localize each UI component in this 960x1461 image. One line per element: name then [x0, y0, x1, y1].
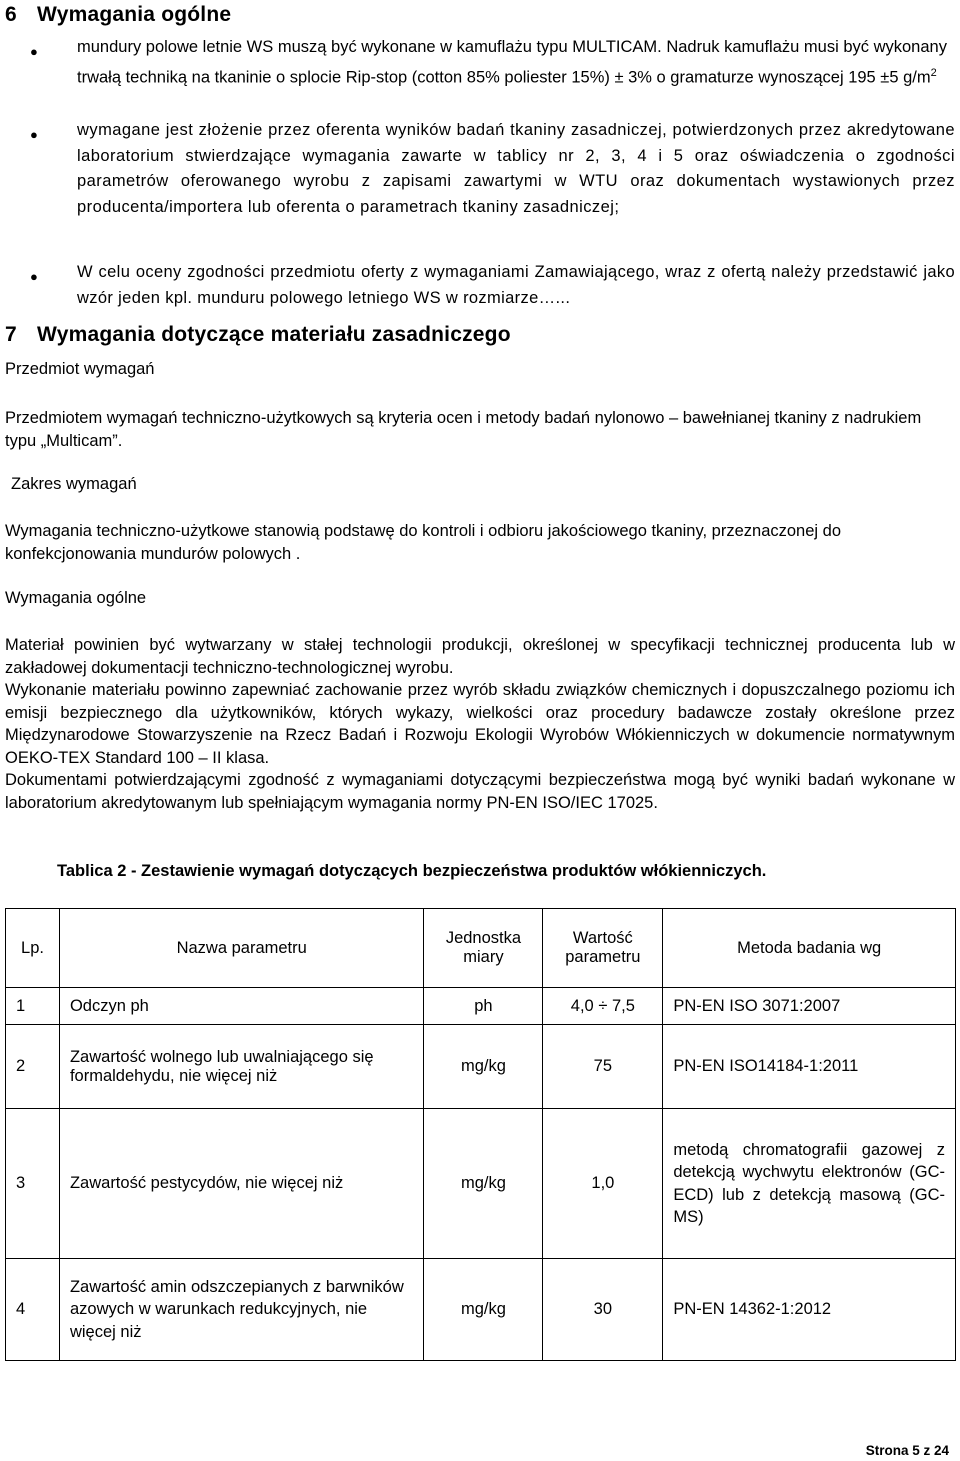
section-number: 7: [5, 323, 17, 346]
table-cell: 4: [6, 1259, 60, 1361]
bullet-item-1: mundury polowe letnie WS muszą być wykonane w kamuflażu typu MULTICAM. Nadruk kamuflażu musi być wykonany trwałą techniką na tkaninie o splocie Rip-stop (cotton 85% poliester 15%) ± 3% o gramaturze wynoszącej 195 ±5 $g/m^2$: [77, 38, 947, 86]
bullet-icon: ●: [30, 44, 38, 59]
table-cell: Zawartość wolnego lub uwalniającego się formaldehydu, nie więcej niż: [59, 1025, 423, 1109]
table-row: [6, 988, 956, 1025]
bullet-icon: ●: [30, 269, 38, 284]
table-cell: mg/kg: [424, 1025, 543, 1109]
table-cell: 2: [6, 1025, 60, 1109]
scope-heading: Zakres wymagań: [11, 475, 137, 493]
page-number: Strona 5 z 24: [865, 1443, 949, 1458]
header-cell: Lp.: [6, 909, 60, 988]
general-paragraph-2: Wykonanie materiału powinno zapewniać zachowanie przez wyrób składu związków chemicznych i dopuszczalnego poziomu ich emisji bezpiecznego dla użytkowników, których wykazy, wielkości oraz procedury badawcze zostały określone przez Międzynarodowe Stowarzyszenie na Rzecz Badań i Rozwoju Ekologii Wyrobów Włókienniczych w dokumencie normatywnym OEKO-TEX Standard 100 – II klasa.: [5, 681, 955, 767]
header-cell: Wartość parametru: [543, 909, 663, 988]
general-paragraph-3: Dokumentami potwierdzającymi zgodność z wymaganiami dotyczącymi bezpieczeństwa mogą być wyniki badań wykonane w laboratorium akredytowanym lub spełniającym wymagania normy PN-EN ISO/IEC 17025.: [5, 771, 955, 812]
section-title: Wymagania dotyczące materiału zasadniczego: [37, 323, 511, 346]
header-cell: Nazwa parametru: [59, 909, 423, 988]
table-cell: PN-EN ISO14184-1:2011: [663, 1025, 956, 1109]
table-caption: Tablica 2 - Zestawienie wymagań dotyczących bezpieczeństwa produktów włókienniczych.: [57, 862, 767, 880]
table-cell: metodą chromatografii gazowej z detekcją wychwytu elektronów (GC-ECD) lub z detekcją masową (GC-MS): [663, 1109, 956, 1259]
table-row: [6, 1109, 956, 1259]
subject-paragraph: Przedmiotem wymagań techniczno-użytkowych są kryteria ocen i metody badań nylonowo – bawełnianej tkaniny z nadrukiem typu „Multicam”.: [5, 409, 922, 450]
section-title: Wymagania ogólne: [37, 3, 232, 26]
requirements-table: [5, 908, 956, 1361]
header-cell: Metoda badania wg: [663, 909, 956, 988]
header-cell: Jednostka miary: [424, 909, 543, 988]
table-row: [6, 1259, 956, 1361]
table-cell: Zawartość pestycydów, nie więcej niż: [59, 1109, 423, 1259]
table-cell: Zawartość amin odszczepianych z barwników azowych w warunkach redukcyjnych, nie więcej niż: [59, 1259, 423, 1361]
table-cell: PN-EN 14362-1:2012: [663, 1259, 956, 1361]
general-heading: Wymagania ogólne: [5, 589, 147, 607]
table-cell: 4,0 ÷ 7,5: [543, 988, 663, 1025]
table-cell: ph: [424, 988, 543, 1025]
table-cell: 75: [543, 1025, 663, 1109]
scope-paragraph: Wymagania techniczno-użytkowe stanowią podstawę do kontroli i odbioru jakościowego tkaniny, przeznaczonej do konfekcjonowania mundurów polowych .: [5, 522, 842, 563]
bullet-item-3: W celu oceny zgodności przedmiotu oferty z wymaganiami Zamawiającego, wraz z ofertą należy przedstawić jako wzór jeden kpl. munduru polowego letniego WS w rozmiarze…...: [77, 263, 955, 307]
table-cell: Odczyn ph: [59, 988, 423, 1025]
general-paragraph-1: Materiał powinien być wytwarzany w stałej technologii produkcji, określonej w specyfikacji technicznej producenta lub w zakładowej dokumentacji techniczno-technologicznej wyrobu.: [5, 636, 955, 677]
table-cell: PN-EN ISO 3071:2007: [663, 988, 956, 1025]
section-number: 6: [5, 3, 17, 26]
table-cell: 3: [6, 1109, 60, 1259]
table-header-row: [6, 909, 956, 988]
table-cell: 30: [543, 1259, 663, 1361]
table-row: [6, 1025, 956, 1109]
section-7-heading: [5, 323, 511, 347]
table-cell: mg/kg: [424, 1259, 543, 1361]
table-cell: mg/kg: [424, 1109, 543, 1259]
table-cell: 1: [6, 988, 60, 1025]
bullet-item-2: wymagane jest złożenie przez oferenta wyników badań tkaniny zasadniczej, potwierdzonych przez akredytowane laboratorium stwierdzające wymagania zawarte w tablicy nr 2, 3, 4 i 5 oraz oświadczenia o zgodności parametrów oferowanego wyrobu z zapisami zawartymi w WTU oraz dokumentach wystawionych przez producenta/importera lub oferenta o parametrach tkaniny zasadniczej;: [77, 121, 955, 216]
section-6-heading: [5, 3, 231, 27]
bullet-icon: ●: [30, 127, 38, 142]
subject-heading: Przedmiot wymagań: [5, 360, 155, 378]
table-cell: 1,0: [543, 1109, 663, 1259]
